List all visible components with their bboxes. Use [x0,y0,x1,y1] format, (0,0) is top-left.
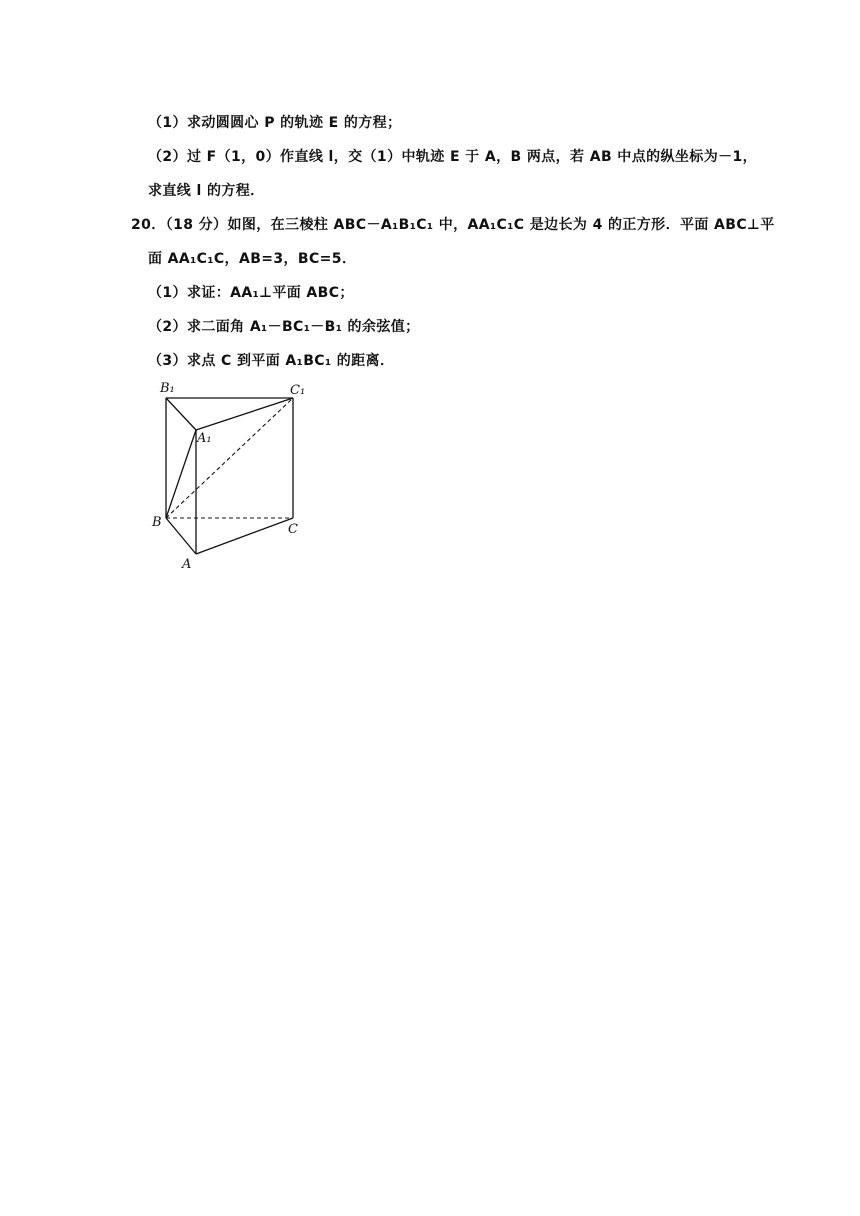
prism-figure [140,378,320,578]
label-B: B [152,515,162,530]
edge-BA1 [166,430,196,518]
q19-part2-line2: 求直线 l 的方程． [148,183,265,199]
label-C1: C₁ [290,383,306,398]
q20-part3: （3）求点 C 到平面 A₁BC₁ 的距离． [148,353,395,369]
label-C: C [288,522,298,537]
q19-part1: （1）求动圆圆心 P 的轨迹 E 的方程； [148,115,402,131]
edge-BC1-dashed [166,398,293,518]
edge-B1A1 [166,398,196,430]
edge-BA [166,518,196,554]
q20-part2: （2）求二面角 A₁－BC₁－B₁ 的余弦值； [148,319,420,335]
edge-A1C1 [196,398,293,430]
q20-header-line1: 20．（18 分）如图，在三棱柱 ABC－A₁B₁C₁ 中，AA₁C₁C 是边长为 4 的正方形．平面 ABC⊥平 [131,217,775,233]
label-B1: B₁ [160,381,175,396]
q20-header-line2: 面 AA₁C₁C，AB=3，BC=5． [148,251,357,267]
q19-part2-line1: （2）过 F（1，0）作直线 l，交（1）中轨迹 E 于 A，B 两点，若 AB 中点的纵坐标为－1， [148,149,758,165]
edge-AC [196,518,293,554]
q20-part1: （1）求证：AA₁⊥平面 ABC； [148,285,354,301]
label-A1: A₁ [197,431,212,446]
label-A: A [182,557,192,572]
